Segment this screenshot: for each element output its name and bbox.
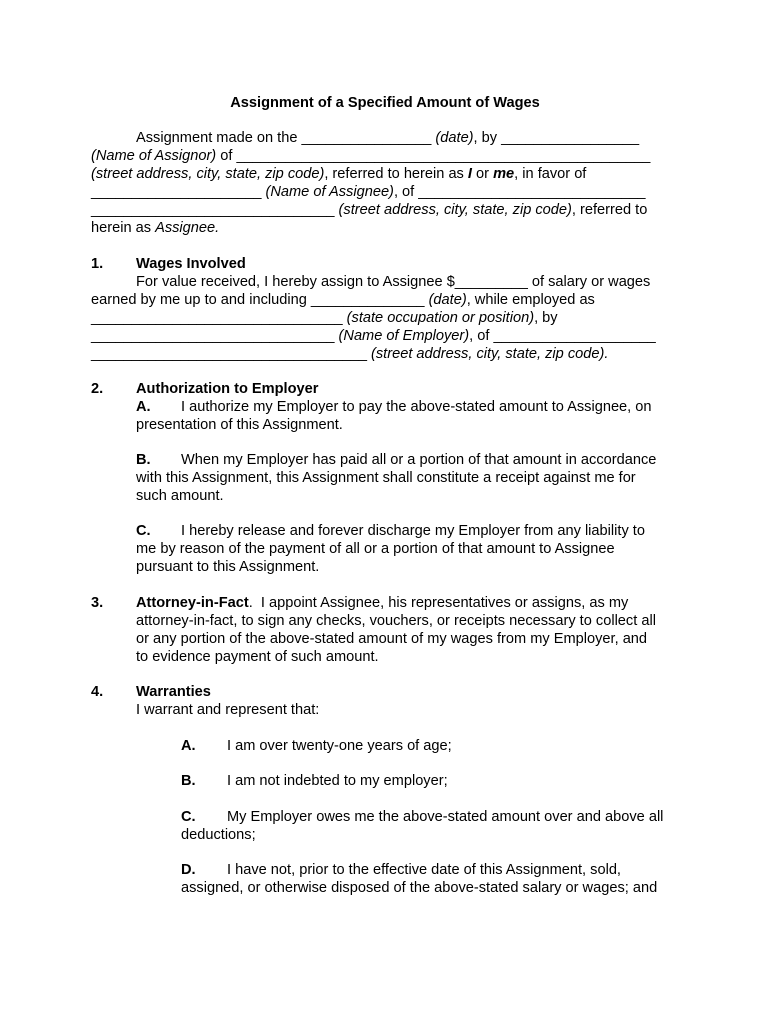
section-4-b-line-1: I am not indebted to my employer;	[227, 773, 448, 789]
section-1-line-4: ______________________________ (Name of Employer), of ____________________	[91, 328, 656, 344]
section-2-a-line-2: presentation of this Assignment.	[136, 417, 343, 433]
section-2-b-line-2: with this Assignment, this Assignment shall constitute a receipt against me for	[136, 470, 636, 486]
section-4-heading: Warranties	[136, 684, 211, 700]
section-2-number: 2.	[91, 381, 104, 397]
section-2-c-line-3: pursuant to this Assignment.	[136, 559, 320, 575]
section-1-line-2: earned by me up to and including ______________ (date), while employed as	[91, 292, 595, 308]
section-4-d-label: D.	[181, 862, 196, 878]
intro-line-1: Assignment made on the ________________ (date), by _________________	[136, 130, 640, 146]
intro-line-4: _____________________ (Name of Assignee), of ____________________________	[91, 184, 646, 200]
section-4-a-line-1: I am over twenty-one years of age;	[227, 738, 452, 754]
section-2-c-line-1: I hereby release and forever discharge my Employer from any liability to	[181, 523, 645, 539]
section-4-intro: I warrant and represent that:	[136, 702, 320, 718]
section-4-c-label: C.	[181, 809, 196, 825]
section-1-line-5: __________________________________ (street address, city, state, zip code).	[91, 346, 609, 362]
section-2-a-label: A.	[136, 399, 151, 415]
intro-line-2: (Name of Assignor) of ___________________________________________________	[91, 148, 651, 164]
section-3-number: 3.	[91, 595, 104, 611]
document-title: Assignment of a Specified Amount of Wages	[230, 95, 540, 111]
section-2-c-line-2: me by reason of the payment of all or a portion of that amount to Assignee	[136, 541, 615, 557]
section-4-d-line-2: assigned, or otherwise disposed of the above-stated salary or wages; and	[181, 880, 658, 896]
intro-line-6: herein as Assignee.	[91, 220, 220, 236]
section-4-d-line-1: I have not, prior to the effective date of this Assignment, sold,	[227, 862, 621, 878]
section-4-a-label: A.	[181, 738, 196, 754]
section-2-b-label: B.	[136, 452, 151, 468]
section-3-line-4: to evidence payment of such amount.	[136, 649, 379, 665]
section-4-c-line-2: deductions;	[181, 827, 256, 843]
section-2-a-line-1: I authorize my Employer to pay the above-stated amount to Assignee, on	[181, 399, 652, 415]
section-3-line-2: attorney-in-fact, to sign any checks, vouchers, or receipts necessary to collect all	[136, 613, 656, 629]
section-4-number: 4.	[91, 684, 104, 700]
section-4-b-label: B.	[181, 773, 196, 789]
section-2-c-label: C.	[136, 523, 151, 539]
intro-line-3: (street address, city, state, zip code), referred to herein as I or me, in favor of	[91, 166, 587, 182]
section-1-line-1: For value received, I hereby assign to Assignee $_________ of salary or wages	[136, 274, 651, 290]
section-1-number: 1.	[91, 256, 104, 272]
section-2-heading: Authorization to Employer	[136, 381, 319, 397]
section-4-c-line-1: My Employer owes me the above-stated amount over and above all	[227, 809, 664, 825]
section-3-line-3: or any portion of the above-stated amount of my wages from my Employer, and	[136, 631, 648, 647]
section-1-heading: Wages Involved	[136, 256, 246, 272]
intro-line-5: ______________________________ (street address, city, state, zip code), referred to	[91, 202, 648, 218]
section-1-line-3: _______________________________ (state occupation or position), by	[91, 310, 558, 326]
section-2-b-line-3: such amount.	[136, 488, 224, 504]
section-2-b-line-1: When my Employer has paid all or a portion of that amount in accordance	[181, 452, 657, 468]
section-3-line-1: Attorney-in-Fact. I appoint Assignee, his representatives or assigns, as my	[136, 595, 629, 611]
